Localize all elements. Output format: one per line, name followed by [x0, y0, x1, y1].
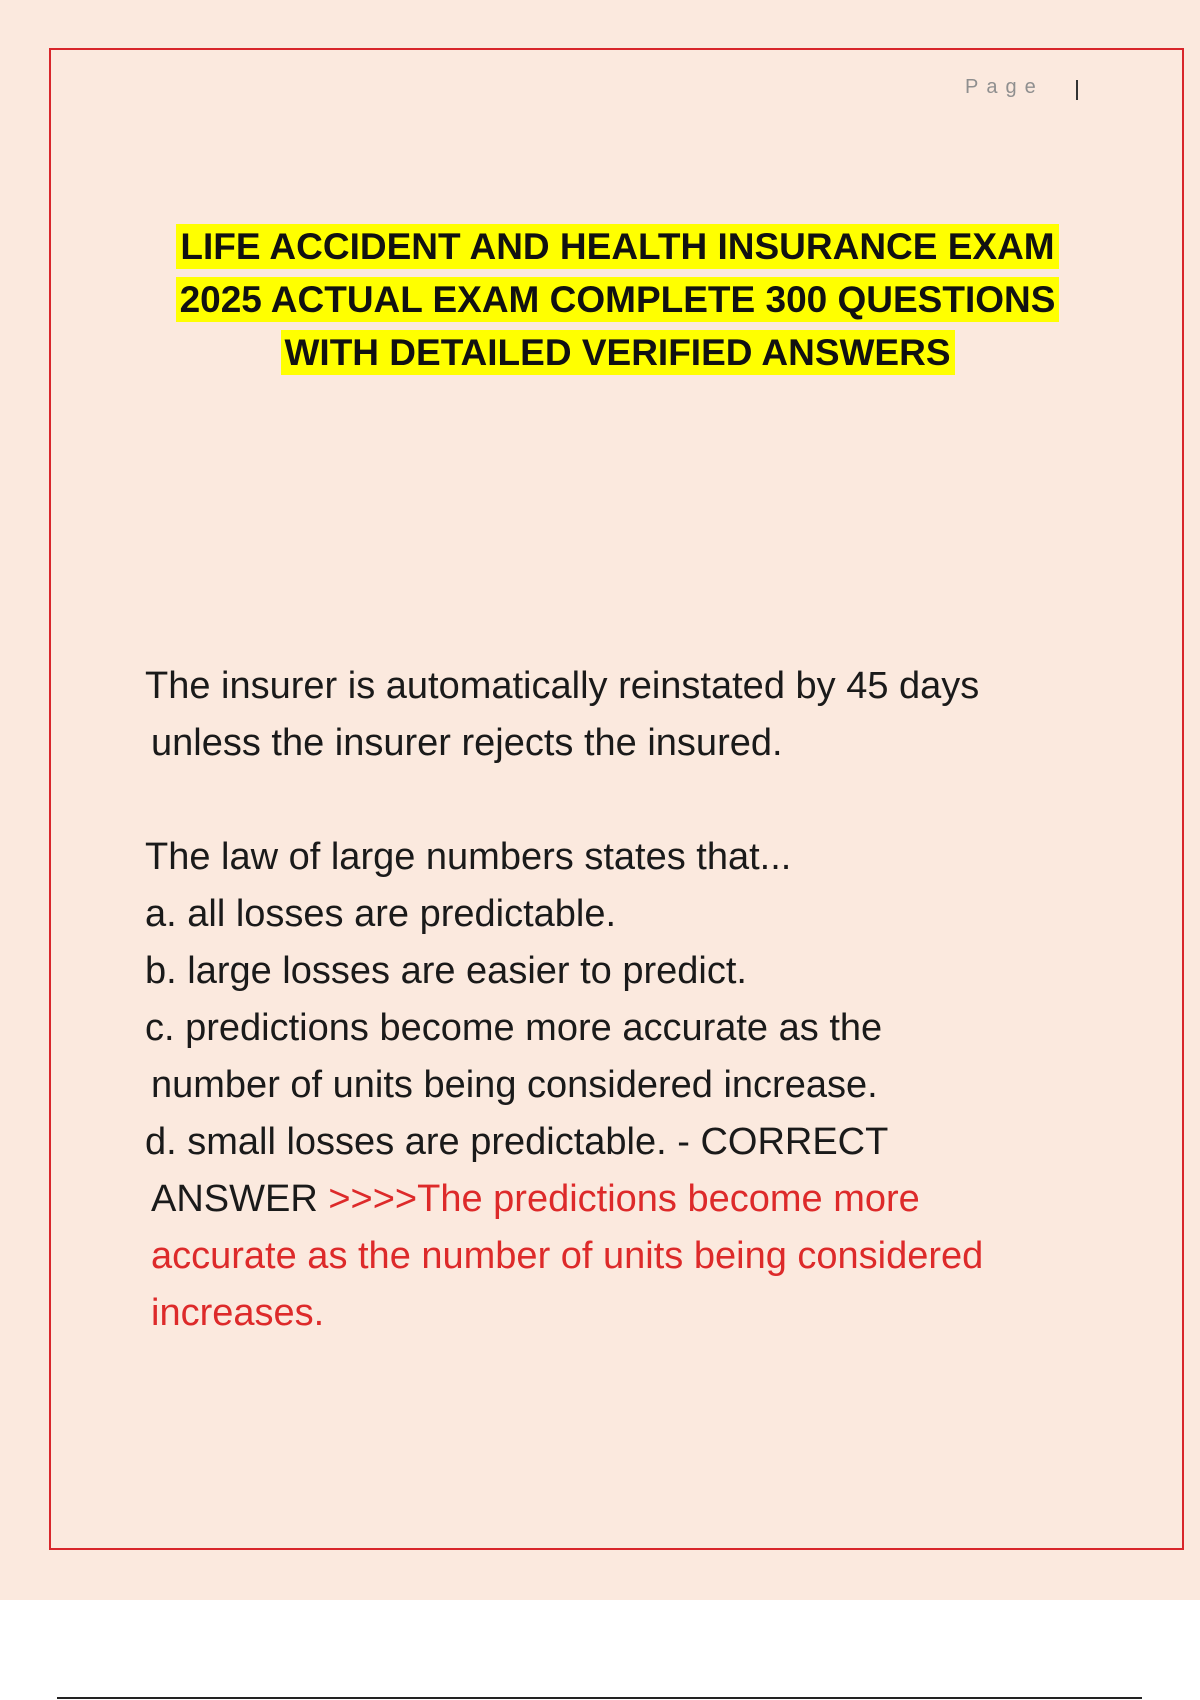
answer-text-3: increases. — [151, 1292, 325, 1334]
answer-prefix: ANSWER — [151, 1178, 329, 1220]
page-number-label: Page — [965, 76, 1044, 98]
document-body — [145, 658, 1095, 1342]
answer-line-1 — [145, 1171, 1095, 1228]
question-option-c-line-1: c. predictions become more accurate as the — [145, 1007, 883, 1049]
paragraph-1-line-1: The insurer is automatically reinstated by 45 days — [145, 665, 980, 707]
paragraph-gap — [145, 772, 1095, 829]
title-line-2: 2025 ACTUAL EXAM COMPLETE 300 QUESTIONS — [176, 277, 1060, 322]
question-option-a: a. all losses are predictable. — [145, 893, 617, 935]
title-line-1: LIFE ACCIDENT AND HEALTH INSURANCE EXAM — [176, 224, 1058, 269]
title-line-3: WITH DETAILED VERIFIED ANSWERS — [281, 330, 955, 375]
question-option-c-line-2: number of units being considered increase. — [151, 1064, 878, 1106]
question-option-b: b. large losses are easier to predict. — [145, 950, 747, 992]
question-stem: The law of large numbers states that... — [145, 836, 792, 878]
question-option-d: d. small losses are predictable. - CORRECT — [145, 1121, 889, 1163]
document-title — [120, 220, 1115, 379]
answer-text-2: accurate as the number of units being considered — [151, 1235, 984, 1277]
page-number-separator — [1076, 80, 1078, 100]
answer-text-1: >>>>The predictions become more — [328, 1178, 920, 1220]
paragraph-1-line-2: unless the insurer rejects the insured. — [151, 722, 783, 764]
footer-divider — [57, 1697, 1142, 1699]
